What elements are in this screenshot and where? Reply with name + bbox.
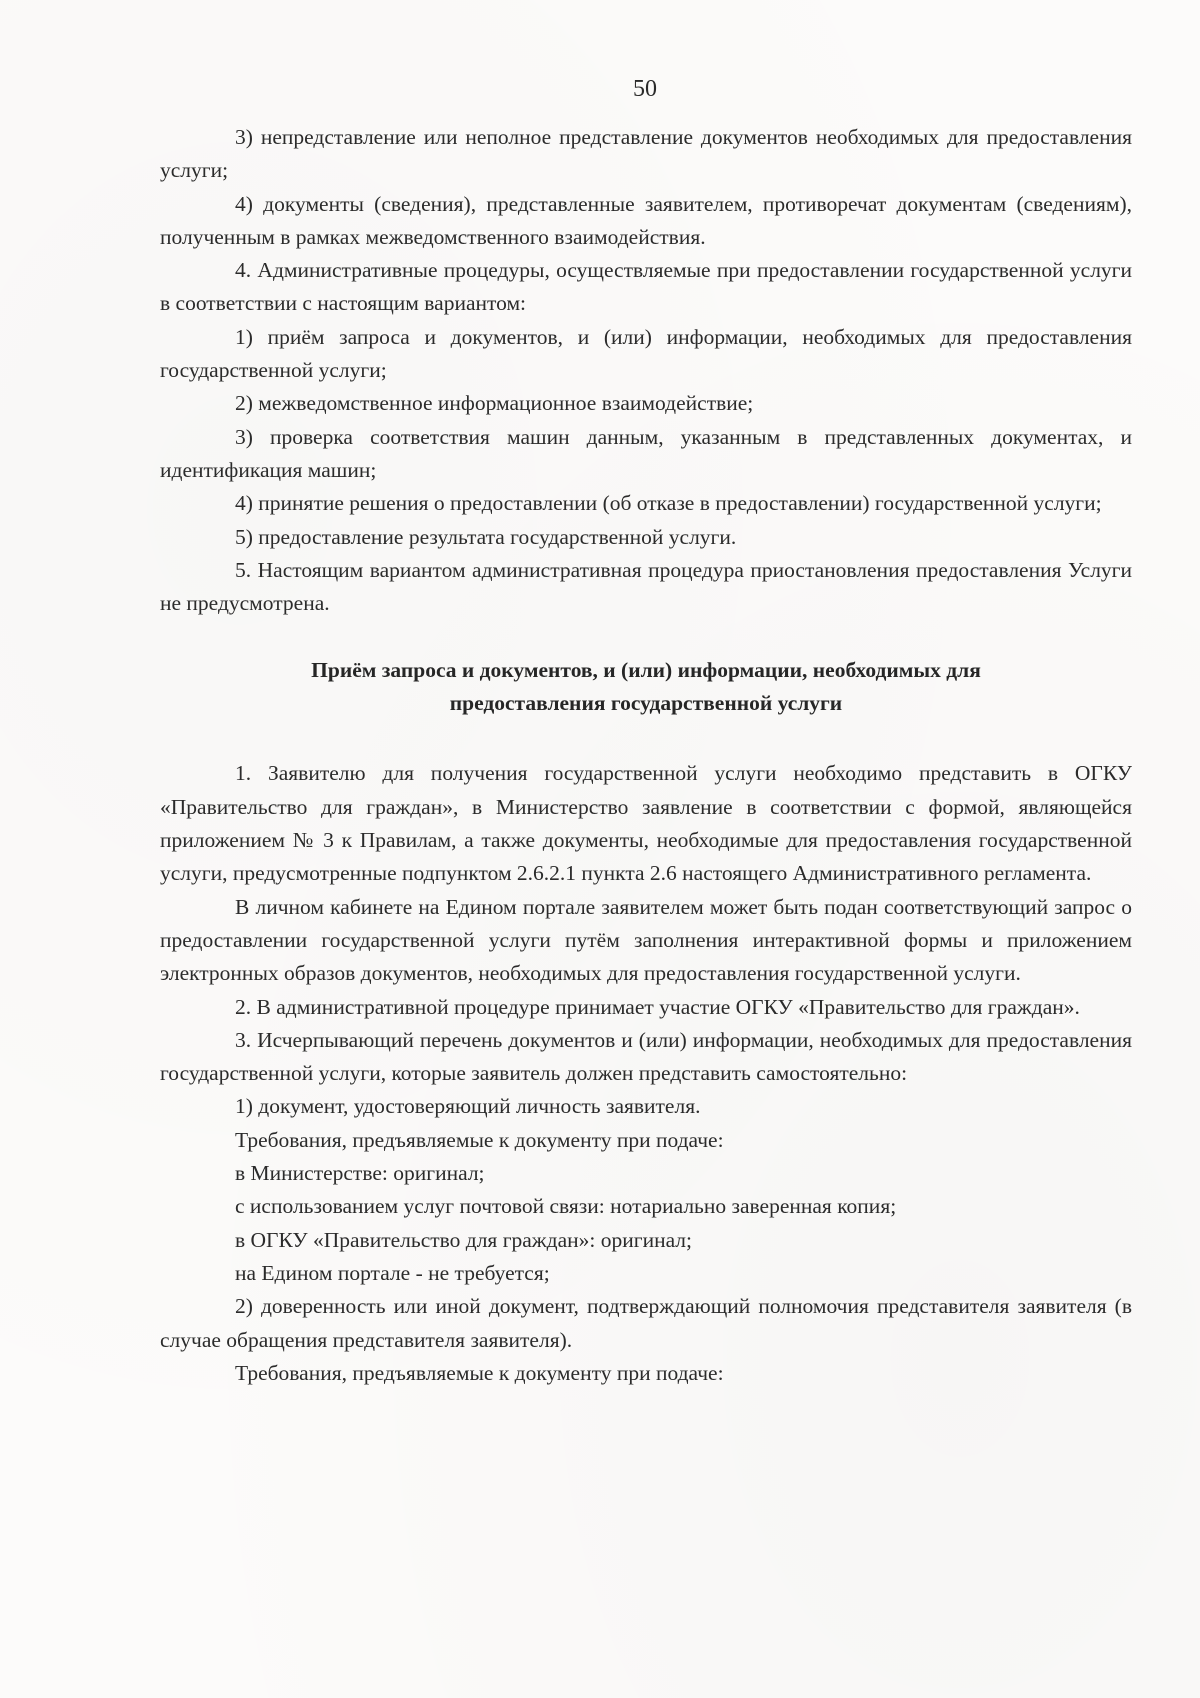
paragraph: 3. Исчерпывающий перечень документов и (или) информации, необходимых для предоставления государственной услуги, которые заявитель должен представить самостоятельно:	[160, 1027, 1132, 1086]
section-heading	[160, 654, 1132, 720]
heading-line-1: Приём запроса и документов, и (или) информации, необходимых для	[311, 658, 981, 683]
paragraph: 1. Заявителю для получения государственной услуги необходимо представить в ОГКУ «Правительство для граждан», в Министерство заявление в соответствии с формой, являющейся приложением № 3 к Правилам, а также документы, необходимые для предоставления государственной услуги, предусмотренные подпунктом 2.6.2.1 пункта 2.6 настоящего Административного регламента.	[160, 761, 1132, 886]
paragraph: 2. В административной процедуре принимает участие ОГКУ «Правительство для граждан».	[235, 994, 1080, 1019]
paragraph: 4) документы (сведения), представленные заявителем, противоречат документам (сведениям), полученным в рамках межведомственного взаимодействия.	[160, 191, 1132, 249]
paragraph: 4. Административные процедуры, осуществляемые при предоставлении государственной услуги в соответствии с настоящим вариантом:	[160, 258, 1132, 316]
paragraph: 5) предоставление результата государственной услуги.	[235, 524, 737, 549]
paragraph: В личном кабинете на Едином портале заявителем может быть подан соответствующий запрос о предоставлении государственной услуги путём заполнения интерактивной формы и приложением электронных образов документов, необходимых для предоставления государственной услуги.	[160, 894, 1132, 986]
document-body	[160, 121, 1132, 1390]
paragraph: 3) непредставление или неполное представление документов необходимых для предоставления услуги;	[160, 125, 1132, 183]
paragraph: в ОГКУ «Правительство для граждан»: оригинал;	[235, 1227, 693, 1252]
paragraph: 3) проверка соответствия машин данным, указанным в представленных документах, и идентификация машин;	[160, 424, 1132, 482]
paragraph: Требования, предъявляемые к документу при подаче:	[235, 1360, 724, 1385]
paragraph: Требования, предъявляемые к документу при подаче:	[235, 1127, 724, 1152]
paragraph: 1) документ, удостоверяющий личность заявителя.	[235, 1094, 701, 1119]
paragraph: 2) доверенность или иной документ, подтверждающий полномочия представителя заявителя (в случае обращения представителя заявителя).	[160, 1294, 1132, 1352]
paragraph: в Министерстве: оригинал;	[235, 1161, 485, 1186]
heading-line-2: предоставления государственной услуги	[449, 691, 843, 716]
paragraph: 5. Настоящим вариантом административная процедура приостановления предоставления Услуги не предусмотрена.	[160, 557, 1132, 616]
paragraph: 1) приём запроса и документов, и (или) информации, необходимых для предоставления государственной услуги;	[160, 324, 1132, 383]
paragraph: с использованием услуг почтовой связи: нотариально заверенная копия;	[235, 1194, 897, 1219]
paragraph: 4) принятие решения о предоставлении (об отказе в предоставлении) государственной услуги;	[235, 491, 1102, 516]
section-procedures	[160, 121, 1132, 620]
page-number: 50	[633, 76, 657, 102]
paragraph: на Едином портале - не требуется;	[235, 1260, 550, 1285]
paragraph: 2) межведомственное информационное взаимодействие;	[235, 391, 754, 416]
section-request-intake	[160, 757, 1132, 1390]
